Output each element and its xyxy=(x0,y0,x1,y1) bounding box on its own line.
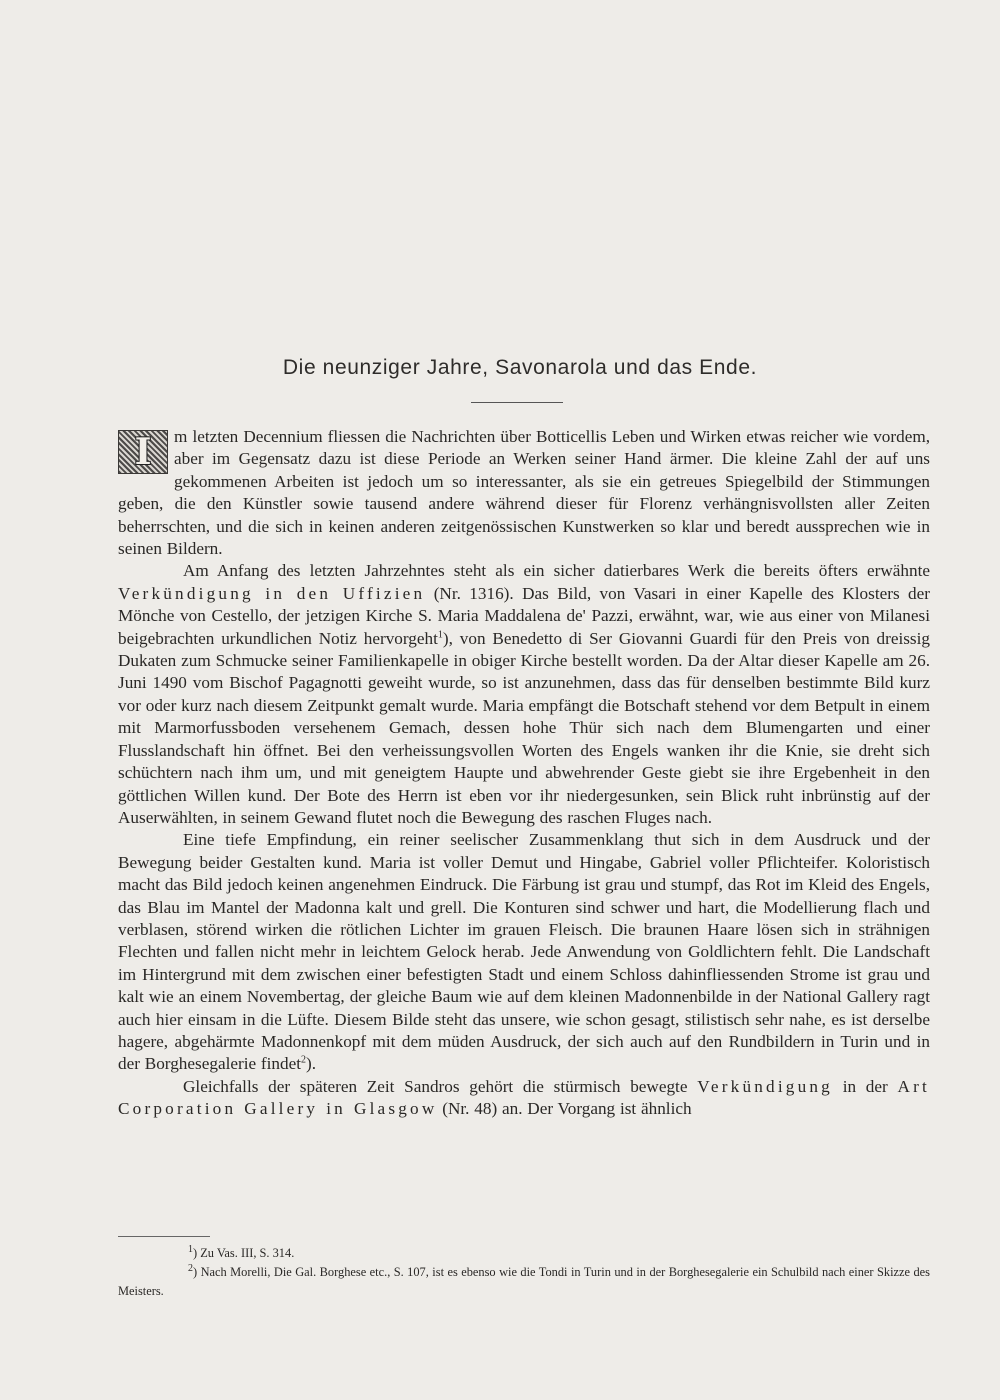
footnote-1 xyxy=(118,1244,930,1263)
paragraph-4-text-c: in der xyxy=(832,1076,898,1096)
artwork-title-verkuendigung: Verkündigung xyxy=(697,1076,833,1096)
footnotes xyxy=(118,1244,930,1301)
initial-letter: I xyxy=(134,431,152,473)
paragraph-2-text-a: Am Anfang des letzten Jahrzehntes steht als ein sicher datierbares Werk die bereits öfters erwähnte xyxy=(183,561,930,581)
paragraph-4-text-a: Gleichfalls der späteren Zeit Sandros gehört die stürmisch bewegte xyxy=(183,1076,698,1096)
footnote-mark-1: 1 xyxy=(188,1243,193,1255)
gallery-name-glasgow: Art Corporation Gallery in Glasgow xyxy=(118,1076,930,1119)
footnote-ref-2: 2 xyxy=(301,1054,306,1066)
footnote-ref-1: 1 xyxy=(437,628,443,640)
footnote-divider xyxy=(118,1236,210,1237)
paragraph-3-text-a: Eine tiefe Empfindung, ein reiner seelischer Zusammenklang thut sich in dem Ausdruck und der Bewegung beider Gestalten kund. Maria ist voller Demut und Hingabe, Gabriel voller Pflichteifer. Koloristisch macht das Bild jedoch keinen angenehmen Eindruck. Die Färbung ist grau und stumpf, das Rot im Kleid des Engels, das Blau im Mantel der Madonna kalt und grell. Die Konturen sind schwer und hart, die Modellierung flach und verblasen, störend wirken die rötlichen Lichter im grauen Fleisch. Die braunen Haare lösen sich in strähnigen Flechten und fallen nicht mehr in leichtem Gelock herab. Jede Anwendung von Goldlichtern fehlt. Die Landschaft im Hintergrund mit dem zwischen einer befestigten Stadt und einem Schloss dahinfliessenden Strome ist grau und kalt wie an einem Novembertag, der gleiche Baum wie auf dem kleinen Madonnenbilde in der National Gallery ragt auch hier einsam in die Lüfte. Diesem Bilde steht das unsere, wie schon gesagt, stilistisch sehr nahe, es ist derselbe hagere, abgehärmte Madonnenkopf mit dem müden Ausdruck, der sich auch auf den Rundbildern in Turin und in der Borghesegalerie findet xyxy=(118,830,930,1074)
body-text xyxy=(118,426,930,1121)
paragraph-2-text-d: ), von Benedetto di Ser Giovanni Guardi für den Preis von dreissig Dukaten zum Schmucke seiner Familienkapelle in obiger Kirche bestellt worden. Da der Altar dieser Kapelle am 26. Juni 1490 vom Bischof Pagagnotti geweiht wurde, so ist anzunehmen, dass das für denselben bestimmte Bild kurz vor oder kurz nach diesem Zeitpunkt gemalt wurde. Maria empfängt die Botschaft stehend vor dem Betpult in einem mit Marmorfussboden versehenem Gemach, dessen hohe Thür sich nach dem Blumengarten und einer Flusslandschaft hin öffnet. Bei den verheissungsvollen Worten des Engels wanken ihr die Knie, sie dreht sich schüchtern nach ihm um, und mit geneigtem Haupte und abwehrender Geste giebt sie ihre Ergebenheit in den göttlichen Willen kund. Der Bote des Herrn ist eben vor ihr niedergesunken, sein Blick ruht inbrünstig auf der Auserwählten, in seinem Gewand flutet noch die Bewegung des raschen Fluges nach. xyxy=(118,628,930,827)
paragraph-3-text-b: ). xyxy=(306,1054,317,1074)
paragraph-4-text-e: (Nr. 48) an. Der Vorgang ist ähnlich xyxy=(437,1099,692,1119)
footnote-2 xyxy=(118,1263,930,1301)
footnote-2-text: ) Nach Morelli, Die Gal. Borghese etc., S. 107, ist es ebenso wie die Tondi in Turin und in der Borghesegalerie ein Schulbild nach einer Skizze des Meisters. xyxy=(118,1265,930,1298)
decorated-initial-icon xyxy=(118,430,168,474)
artwork-title-uffizien: Verkündigung in den Uffizien xyxy=(118,583,426,603)
chapter-title: Die neunziger Jahre, Savonarola und das Ende. xyxy=(282,356,758,379)
paragraph-2-text-c: (Nr. 1316). Das Bild, von Vasari in einer Kapelle des Klosters der Mönche von Cestello, der jetzigen Kirche S. Maria Maddalena de' Pazzi, erwähnt, war, wie aus einer von Milanesi beigebrachten urkundlichen Notiz hervorgeht xyxy=(118,583,931,648)
footnote-1-text: ) Zu Vas. III, S. 314. xyxy=(193,1246,295,1260)
title-divider xyxy=(471,402,563,403)
paragraph-4 xyxy=(118,1076,930,1121)
paragraph-3 xyxy=(118,829,930,1075)
paragraph-2 xyxy=(118,560,930,829)
paragraph-1 xyxy=(118,426,930,560)
paragraph-1-text: m letzten Decennium fliessen die Nachrichten über Botticellis Leben und Wirken etwas reicher wie vordem, aber im Gegensatz dazu ist diese Periode an Werken seiner Hand ärmer. Die kleine Zahl der auf uns gekommenen Arbeiten ist jedoch um so interessanter, als sie ein getreues Spiegelbild der Stimmungen geben, die den Künstler sowie tausend andere während dieser für Florenz verhängnisvollsten aller Zeiten beherrschten, und die sich in keinen anderen zeitgenössischen Kunstwerken so klar und beredt aussprechen wie in seinen Bildern. xyxy=(118,427,930,559)
footnote-mark-2: 2 xyxy=(188,1262,193,1274)
